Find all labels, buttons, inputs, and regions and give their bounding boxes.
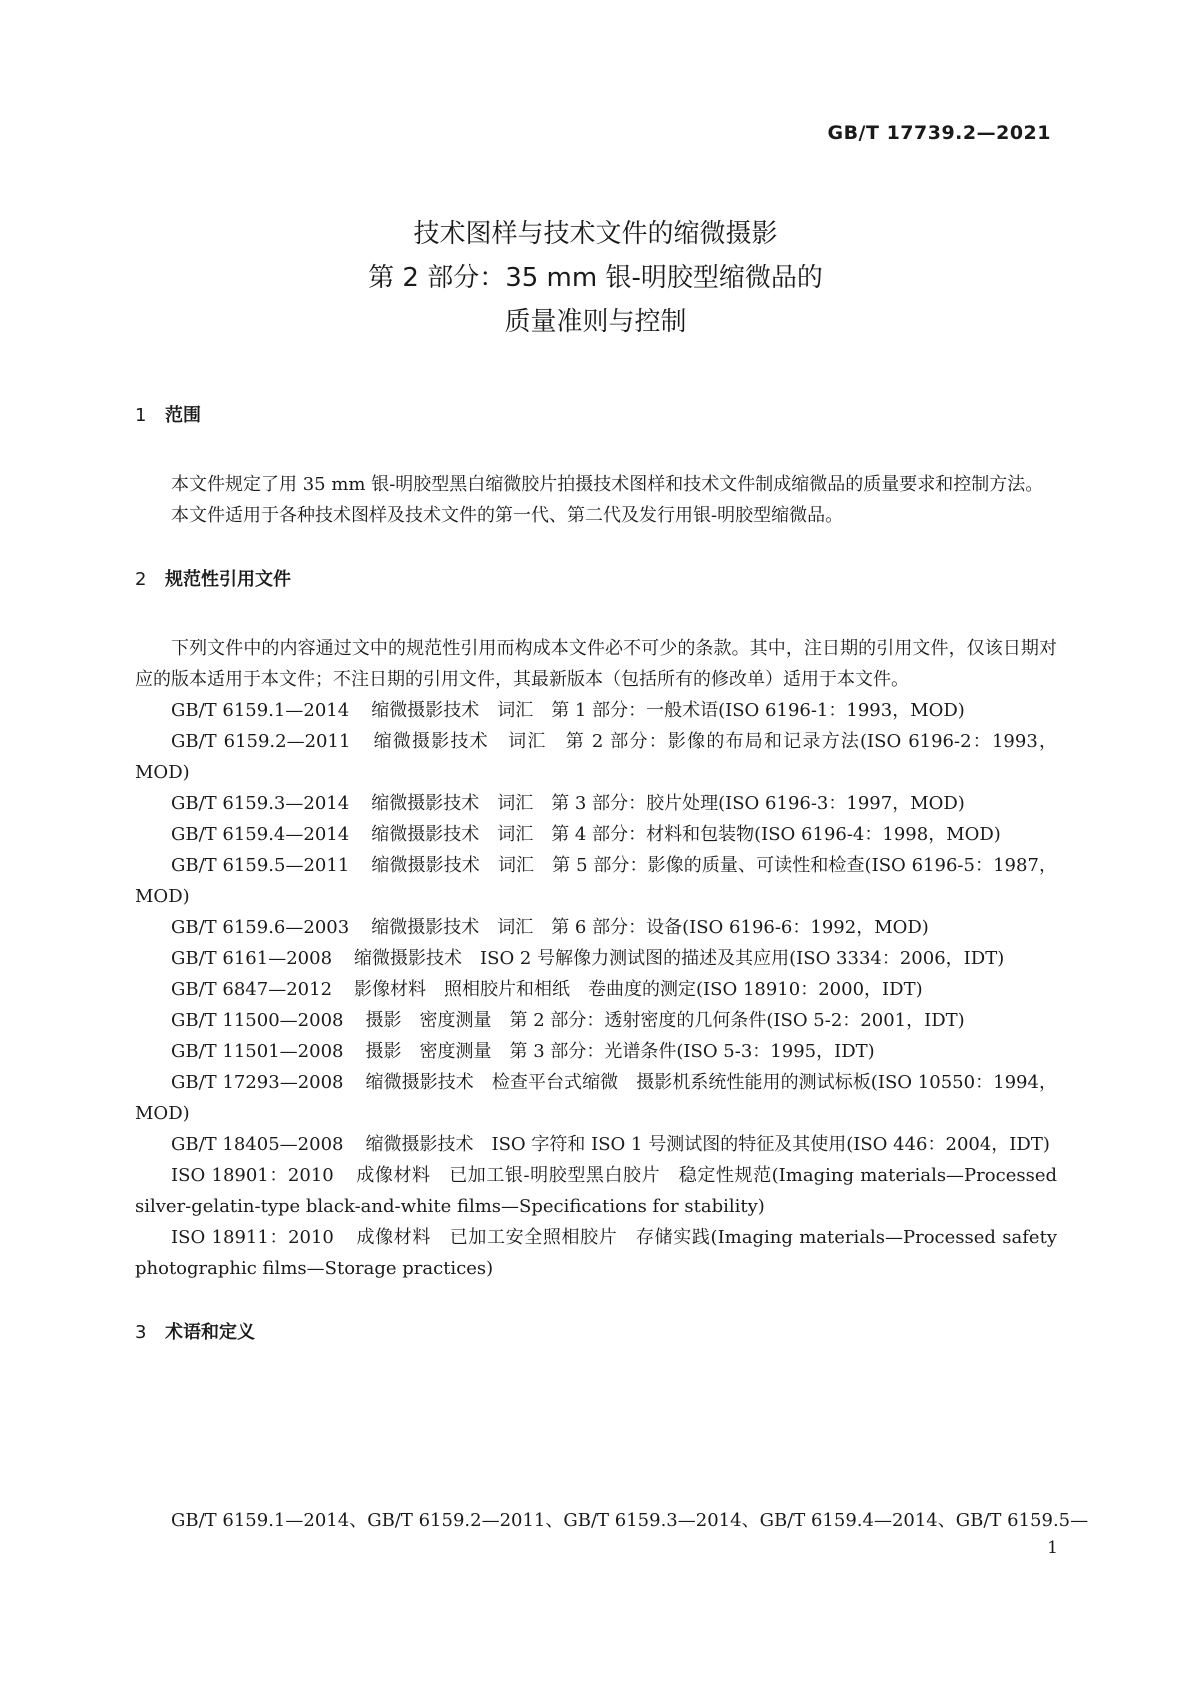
section-1-heading — [135, 400, 1057, 431]
reference-code: ISO 18911：2010 — [171, 1227, 334, 1248]
paragraph: 下列文件中的内容通过文中的规范性引用而构成本文件必不可少的条款。其中，注日期的引用文件，仅该日期对应的版本适用于本文件；不注日期的引用文件，其最新版本（包括所有的修改单）适用于本文件。 — [135, 638, 1057, 690]
section-number: 3 — [135, 1322, 147, 1343]
reference-item — [135, 1222, 1057, 1284]
paragraph: 本文件适用于各种技术图样及技术文件的第一代、第二代及发行用银-明胶型缩微品。 — [171, 505, 844, 526]
reference-item — [135, 974, 1057, 1005]
page-number: 1 — [1047, 1538, 1058, 1558]
reference-title: 缩微摄影技术 词汇 第 4 部分：材料和包装物(ISO 6196-4：1998，MOD) — [371, 824, 1001, 845]
section-3-heading — [135, 1317, 1057, 1348]
reference-item — [135, 819, 1057, 850]
reference-code: GB/T 6159.1—2014 — [171, 700, 350, 721]
reference-item — [135, 912, 1057, 943]
reference-title: 缩微摄影技术 检查平台式缩微 摄影机系统性能用的测试标板(ISO 10550：1994，MOD) — [135, 1072, 1057, 1124]
section-title: 范围 — [165, 405, 201, 426]
document-body — [135, 400, 1057, 1348]
section-number: 2 — [135, 569, 147, 590]
section-2-heading — [135, 564, 1057, 595]
reference-title: 摄影 密度测量 第 3 部分：光谱条件(ISO 5-3：1995，IDT) — [365, 1041, 875, 1062]
reference-title: 缩微摄影技术 词汇 第 6 部分：设备(ISO 6196-6：1992，MOD) — [371, 917, 929, 938]
reference-item — [135, 943, 1057, 974]
reference-title: 成像材料 已加工安全照相胶片 存储实践(Imaging materials—Processed safety photographic films—Storage practices) — [135, 1227, 1057, 1279]
reference-title: 缩微摄影技术 词汇 第 1 部分：一般术语(ISO 6196-1：1993，MOD) — [371, 700, 965, 721]
standard-code: GB/T 17739.2—2021 — [827, 122, 1051, 144]
paragraph: 本文件规定了用 35 mm 银-明胶型黑白缩微胶片拍摄技术图样和技术文件制成缩微品的质量要求和控制方法。 — [171, 474, 1044, 495]
reference-item — [135, 1005, 1057, 1036]
reference-item — [135, 1067, 1057, 1129]
title-line-3: 质量准则与控制 — [504, 307, 687, 337]
reference-title: 缩微摄影技术 ISO 字符和 ISO 1 号测试图的特征及其使用(ISO 446：2004，IDT) — [365, 1134, 1050, 1155]
reference-title: 缩微摄影技术 词汇 第 5 部分：影像的质量、可读性和检查(ISO 6196-5：1987，MOD) — [135, 855, 1057, 907]
section-title: 术语和定义 — [165, 1322, 255, 1343]
reference-title: 缩微摄影技术 词汇 第 3 部分：胶片处理(ISO 6196-3：1997，MOD) — [371, 793, 965, 814]
reference-code: GB/T 6159.6—2003 — [171, 917, 350, 938]
reference-code: GB/T 6159.5—2011 — [171, 855, 350, 876]
reference-code: GB/T 6847—2012 — [171, 979, 333, 1000]
section-number: 1 — [135, 405, 147, 426]
reference-code: GB/T 6159.2—2011 — [171, 731, 351, 752]
reference-item — [135, 788, 1057, 819]
reference-item — [135, 850, 1057, 912]
reference-item — [135, 1036, 1057, 1067]
reference-code: GB/T 11501—2008 — [171, 1041, 344, 1062]
reference-code: GB/T 17293—2008 — [171, 1072, 344, 1093]
reference-title: 摄影 密度测量 第 2 部分：透射密度的几何条件(ISO 5-2：2001，IDT) — [365, 1010, 965, 1031]
section-title: 规范性引用文件 — [165, 569, 291, 590]
reference-title: 缩微摄影技术 词汇 第 2 部分：影像的布局和记录方法(ISO 6196-2：1993，MOD) — [135, 731, 1057, 783]
section-3-first-line: GB/T 6159.1—2014、GB/T 6159.2—2011、GB/T 6159.3—2014、GB/T 6159.4—2014、GB/T 6159.5— — [171, 1510, 1089, 1531]
reference-item — [135, 1129, 1057, 1160]
title-line-2: 第 2 部分：35 mm 银-明胶型缩微品的 — [368, 263, 823, 293]
reference-title: 影像材料 照相胶片和相纸 卷曲度的测定(ISO 18910：2000，IDT) — [354, 979, 923, 1000]
title-line-1: 技术图样与技术文件的缩微摄影 — [413, 219, 778, 249]
reference-item — [135, 695, 1057, 726]
reference-code: GB/T 11500—2008 — [171, 1010, 344, 1031]
reference-item — [135, 726, 1057, 788]
reference-title: 缩微摄影技术 ISO 2 号解像力测试图的描述及其应用(ISO 3334：2006，IDT) — [354, 948, 1005, 969]
reference-title: 成像材料 已加工银-明胶型黑白胶片 稳定性规范(Imaging materials—Processed silver-gelatin-type black-and-white films—Specifications for stability) — [135, 1165, 1057, 1217]
reference-code: GB/T 6159.3—2014 — [171, 793, 350, 814]
reference-code: GB/T 18405—2008 — [171, 1134, 344, 1155]
reference-code: GB/T 6161—2008 — [171, 948, 333, 969]
reference-code: GB/T 6159.4—2014 — [171, 824, 350, 845]
document-title — [0, 212, 1191, 344]
reference-code: ISO 18901：2010 — [171, 1165, 334, 1186]
reference-item — [135, 1160, 1057, 1222]
